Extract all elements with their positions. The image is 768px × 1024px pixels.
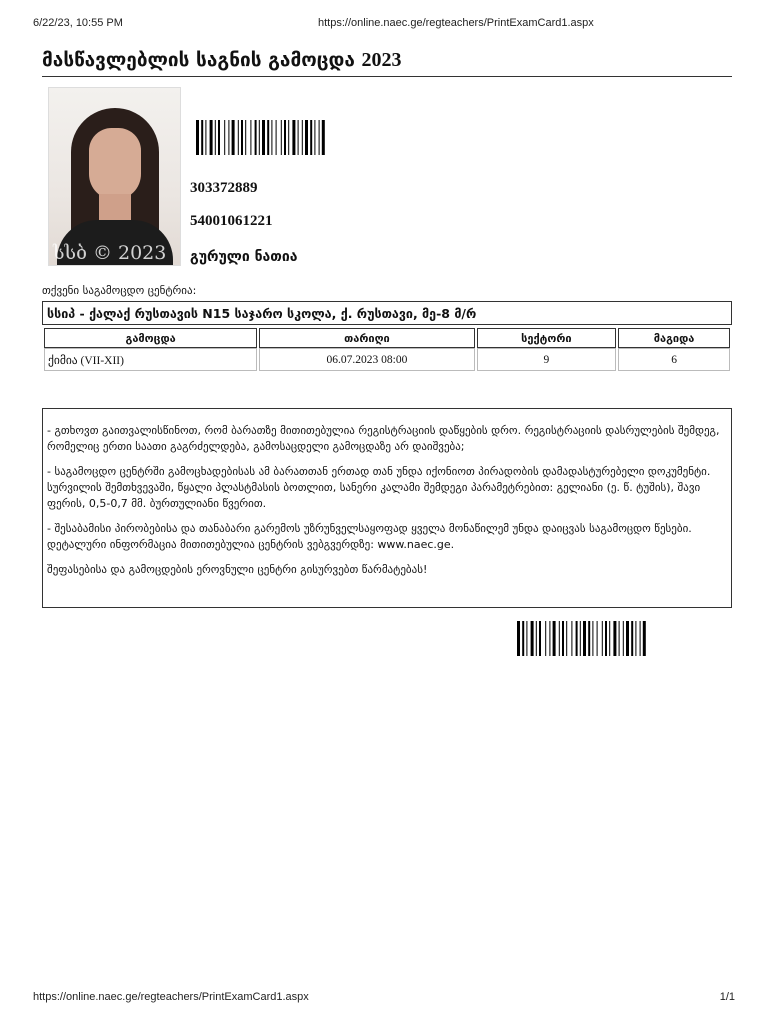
cell-table: 6 (618, 348, 730, 371)
exam-center-name: სსიპ - ქალაქ რუსთავის N15 საჯარო სკოლა, ქ. რუსთავი, მე-8 მ/რ (42, 301, 732, 325)
exam-table (42, 328, 732, 371)
notice-paragraph: - შესაბამისი პირობებისა და თანაბარი გარემოს უზრუნველსაყოფად ყველა მონაწილემ უნდა დაიცვას საგამოცდო წესები. დეტალური ინფორმაცია მითითებულია ცენტრის ვებგვერდზე: www.naec.ge. (47, 522, 692, 551)
candidate-name: გურული ნათია (190, 249, 298, 265)
notice-closing: შეფასებისა და გამოცდების ეროვნული ცენტრი გისურვებთ წარმატებას! (47, 563, 428, 576)
col-sector: სექტორი (477, 328, 617, 348)
print-url-header: https://online.naec.ge/regteachers/PrintExamCard1.aspx (318, 17, 594, 29)
candidate-photo (48, 87, 181, 266)
notice-paragraph: - გთხოვთ გაითვალისწინოთ, რომ ბარათზე მითითებულია რეგისტრაციის დაწყების დრო. რეგისტრაციის დასრულების შემდეგ, რომელიც ერთი საათი გაგრძელდება, გამოსაცდელი გამოცდაზე არ დაიშვება; (47, 424, 720, 453)
barcode-bottom (517, 621, 723, 656)
barcode-top (196, 120, 402, 155)
print-url-footer: https://online.naec.ge/regteachers/PrintExamCard1.aspx (33, 991, 309, 1003)
page-counter: 1/1 (719, 991, 735, 1003)
cell-sector: 9 (477, 348, 617, 371)
personal-number: 54001061221 (190, 213, 273, 229)
col-exam: გამოცდა (44, 328, 257, 348)
col-date: თარიღი (259, 328, 474, 348)
col-table: მაგიდა (618, 328, 730, 348)
title-year: 2023 (361, 49, 402, 71)
cell-date: 06.07.2023 08:00 (259, 348, 474, 371)
title-text: მასწავლებლის საგნის გამოცდა (42, 49, 355, 71)
id-number: 303372889 (190, 180, 258, 196)
notice-box (42, 408, 732, 608)
table-header-row (44, 328, 730, 348)
print-datetime: 6/22/23, 10:55 PM (33, 17, 123, 29)
cell-exam: ქიმია (VII-XII) (44, 348, 257, 371)
photo-watermark: სსბ © 2023 (53, 242, 167, 264)
exam-center-label: თქვენი საგამოცდო ცენტრია: (42, 284, 197, 297)
notice-paragraph: - საგამოცდო ცენტრში გამოცხადებისას ამ ბარათთან ერთად თან უნდა იქონიოთ პირადობის დამადასტურებელი დოკუმენტი. სურვილის შემთხვევაში, წყალი პლასტმასის ბოთლით, სანერი კალამი შემდეგი პარამეტრებით: გელიანი (ე. წ. ტუშის), შავი ფერის, 0,5-0,7 მმ. ბურთულიანი წვერით. (47, 465, 711, 510)
table-row (44, 348, 730, 371)
page-title (42, 46, 732, 77)
